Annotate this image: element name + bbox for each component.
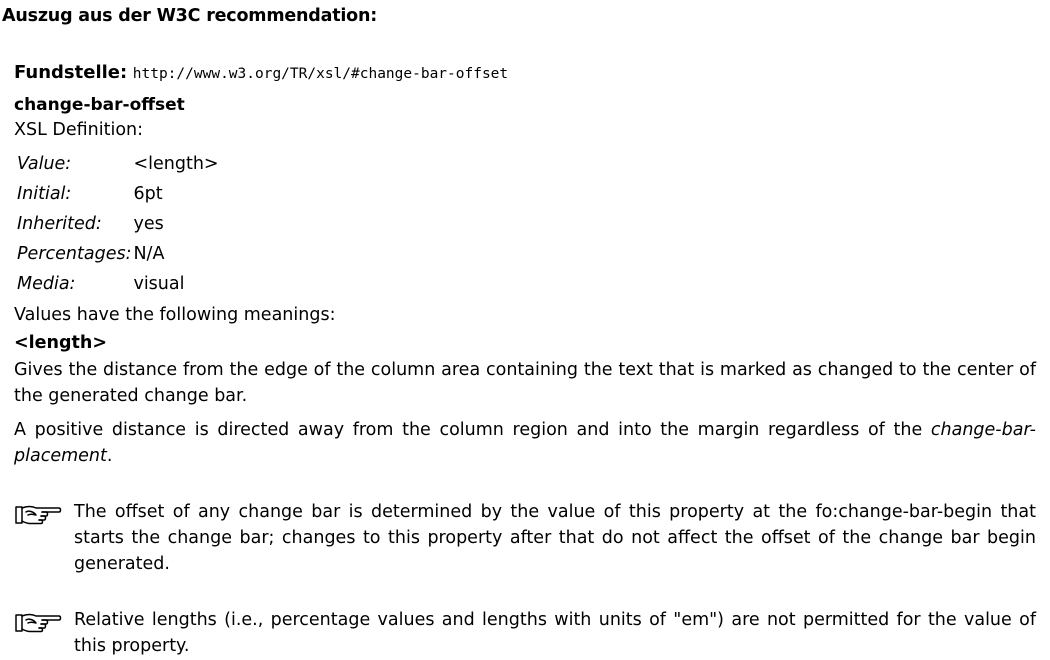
definition-table [17,149,219,299]
meanings-intro: Values have the following meanings: [14,305,336,325]
note-text: Relative lengths (i.e., percentage values and lengths with units of "em") are not permitted for the value of this property. [74,610,1036,656]
property-name: change-bar-offset [14,95,185,115]
definition-row [17,269,219,299]
note-text: The offset of any change bar is determined by the value of this property at the fo:change-bar-begin that starts the change bar; changes to this property after that do not affect the offset of the change bar begin generated. [74,502,1036,574]
paragraph-end: . [106,446,113,466]
definition-row [17,149,219,179]
definition-label: Initial: [17,184,72,204]
definition-label: Percentages: [17,244,132,264]
definition-value: N/A [133,244,165,264]
pointing-hand-icon [14,499,74,532]
pointing-hand-icon [14,607,74,640]
definition-label: Inherited: [17,214,102,234]
definition-label: Value: [17,154,72,174]
content [14,60,1036,659]
source-label: Fundstelle: [14,62,128,83]
note-relative-lengths [14,607,1036,659]
definition-value: visual [133,274,185,294]
paragraph-emphasis: change-bar-placement [14,420,1036,466]
note-offset [14,499,1036,577]
definition-row [17,239,219,269]
definition-label: Media: [17,274,76,294]
paragraph-text: A positive distance is directed away from the column region and into the margin regardless of the [14,420,931,440]
source-line [14,60,1036,86]
definition-row [17,179,219,209]
definition-value: <length> [133,154,219,174]
source-url: http://www.w3.org/TR/xsl/#change-bar-offset [132,66,509,82]
definition-value: 6pt [133,184,163,204]
definition-value: yes [133,214,164,234]
page-title: Auszug aus der W3C recommendation: [2,6,378,26]
value-term: <length> [14,333,108,353]
xsl-definition-label: XSL Definition: [14,120,144,140]
definition-row [17,209,219,239]
paragraph-positive-distance [14,417,1036,469]
paragraph-distance: Gives the distance from the edge of the column area containing the text that is marked as changed to the center of the generated change bar. [14,360,1036,406]
